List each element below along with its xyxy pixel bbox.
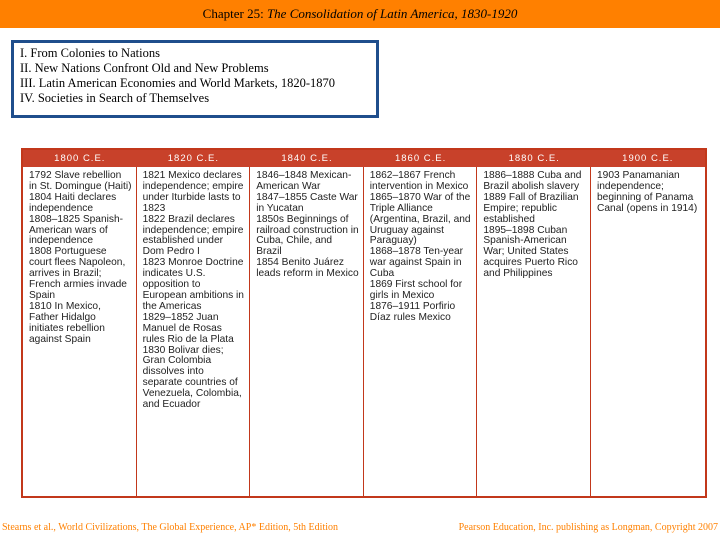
outline-item: IV. Societies in Search of Themselves — [20, 91, 210, 105]
timeline-event: 1804 Haiti declares independence — [29, 191, 117, 214]
outline-item: I. From Colonies to Nations — [20, 46, 160, 60]
outline-item: II. New Nations Confront Old and New Problems — [20, 61, 269, 75]
footer-copyright: Pearson Education, Inc. publishing as Longman, Copyright 2007 — [458, 522, 718, 533]
timeline-column — [23, 167, 137, 496]
timeline-column — [250, 167, 364, 496]
timeline-column — [591, 167, 705, 496]
timeline-event: 1821 Mexico declares independence; empire under Iturbide lasts to 1823 — [142, 170, 244, 214]
timeline-event: 1854 Benito Juárez leads reform in Mexico — [256, 257, 359, 280]
outline-box — [11, 40, 379, 118]
timeline-event: 1903 Panamanian independence; beginning of Panama Canal (opens in 1914) — [597, 170, 698, 214]
timeline-event: 1829–1852 Juan Manuel de Rosas rules Rio de la Plata — [142, 311, 234, 345]
timeline-event: 1865–1870 War of the Triple Alliance (Argentina, Brazil, and Uruguay against Paraguay) — [369, 191, 471, 247]
timeline-event: 1792 Slave rebellion in St. Domingue (Haiti) — [29, 170, 132, 192]
timeline-event: 1876–1911 Porfirio Díaz rules Mexico — [369, 300, 456, 323]
timeline-column — [477, 167, 591, 496]
timeline-entries — [483, 171, 586, 280]
timeline-header — [23, 150, 705, 167]
timeline-event: 1889 Fall of Brazilian Empire; republic established — [483, 191, 579, 225]
chapter-title — [0, 6, 720, 22]
timeline-entries — [29, 171, 132, 346]
timeline-event: 1823 Monroe Doctrine indicates U.S. opposition to European ambitions in the Americas — [142, 257, 244, 312]
outline-item: III. Latin American Economies and World Markets, 1820-1870 — [20, 76, 336, 90]
timeline-event: 1808 Portuguese court flees Napoleon, arrives in Brazil; French armies invade Spain — [29, 246, 127, 301]
timeline-heading: 1860 C.E. — [394, 153, 447, 164]
timeline-event: 1868–1878 Ten-year war against Spain in Cuba — [369, 246, 464, 280]
timeline-event: 1850s Beginnings of railroad construction in Cuba, Chile, and Brazil — [256, 213, 359, 258]
timeline-heading: 1840 C.E. — [281, 153, 333, 164]
footer-citation: Stearns et al., World Civilizations, The Global Experience, AP* Edition, 5th Edition — [2, 522, 338, 533]
chapter-number: Chapter 25: — [202, 6, 264, 21]
timeline-event: 1822 Brazil declares independence; empire established under Dom Pedro I — [142, 213, 244, 258]
timeline-heading: 1880 C.E. — [508, 153, 560, 164]
timeline-event: 1808–1825 Spanish-American wars of independence — [29, 213, 124, 247]
timeline-event: 1847–1855 Caste War in Yucatan — [256, 191, 358, 214]
timeline-column — [137, 167, 251, 496]
timeline-table — [21, 148, 707, 498]
timeline-entries — [143, 171, 246, 411]
timeline-entries — [370, 171, 473, 324]
timeline-event: 1830 Bolivar dies; Gran Colombia dissolves into separate countries of Venezuela, Colombia, and Ecuador — [142, 344, 242, 411]
chapter-title-text: The Consolidation of Latin America, 1830-1920 — [266, 6, 518, 21]
timeline-heading: 1800 C.E. — [54, 153, 106, 164]
timeline-event: 1846–1848 Mexican-American War — [256, 170, 352, 192]
timeline-event: 1862–1867 French intervention in Mexico — [369, 170, 469, 192]
timeline-column — [364, 167, 478, 496]
timeline-heading: 1820 C.E. — [167, 153, 220, 164]
timeline-heading: 1900 C.E. — [622, 153, 674, 164]
timeline-entries — [256, 171, 359, 280]
timeline-entries — [597, 171, 701, 215]
timeline-event: 1895–1898 Cuban Spanish-American War; United States acquires Puerto Rico and Philippines — [483, 224, 578, 280]
timeline-event: 1810 In Mexico, Father Hidalgo initiates rebellion against Spain — [29, 300, 105, 345]
timeline-event: 1886–1888 Cuba and Brazil abolish slavery — [483, 170, 582, 192]
timeline-event: 1869 First school for girls in Mexico — [369, 279, 463, 301]
